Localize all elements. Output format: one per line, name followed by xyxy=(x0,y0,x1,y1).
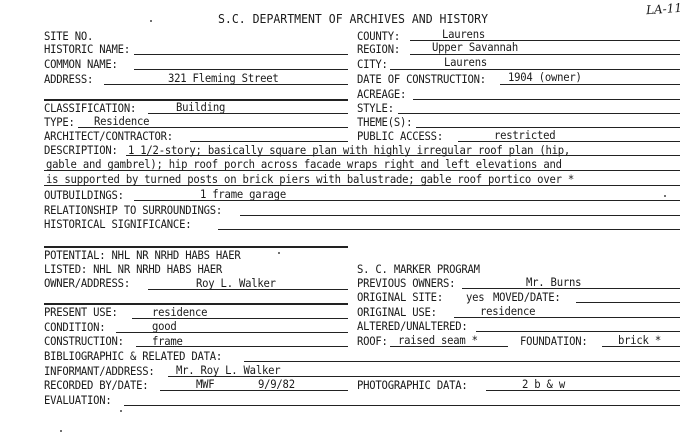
label-description: DESCRIPTION: xyxy=(44,143,118,157)
original-site-value: yes xyxy=(466,290,485,304)
label-informant: INFORMANT/ADDRESS: xyxy=(44,364,155,378)
label-county: COUNTY: xyxy=(357,29,400,43)
label-previous-owners: PREVIOUS OWNERS: xyxy=(357,276,456,290)
scan-speck xyxy=(278,252,280,254)
construction-line xyxy=(136,346,348,347)
classification-line xyxy=(148,113,348,114)
public-access-value: restricted xyxy=(494,128,556,142)
architect-line xyxy=(190,141,348,142)
label-photographic: PHOTOGRAPHIC DATA: xyxy=(357,378,468,392)
label-moved-date: MOVED/DATE: xyxy=(493,290,561,304)
recorded-by-value: MWF xyxy=(196,377,215,391)
label-historic-name: HISTORIC NAME: xyxy=(44,42,130,56)
outbuildings-line xyxy=(134,200,680,201)
roof-value: raised seam * xyxy=(398,333,478,347)
original-use-line xyxy=(454,317,680,318)
description-rule-2 xyxy=(44,170,680,171)
public-access-line xyxy=(458,141,680,142)
label-common-name: COMMON NAME: xyxy=(44,57,118,71)
construction-value: frame xyxy=(152,334,183,348)
label-relationship: RELATIONSHIP TO SURROUNDINGS: xyxy=(44,203,223,217)
address-value: 321 Fleming Street xyxy=(168,71,279,85)
outbuildings-value: 1 frame garage xyxy=(200,187,286,201)
label-address: ADDRESS: xyxy=(44,72,94,86)
label-evaluation: EVALUATION: xyxy=(44,393,112,407)
informant-value: Mr. Roy L. Walker xyxy=(176,363,281,377)
photographic-value: 2 b & w xyxy=(522,377,565,391)
label-marker: S. C. MARKER PROGRAM xyxy=(357,262,480,276)
bibliographic-line xyxy=(244,361,680,362)
description-line-1: 1 1/2-story; basically square plan with highly irregular roof plan (hip, xyxy=(128,143,571,157)
scan-speck xyxy=(120,410,122,412)
form-title: S.C. DEPARTMENT OF ARCHIVES AND HISTORY xyxy=(218,11,489,26)
label-present-use: PRESENT USE: xyxy=(44,305,118,319)
condition-line xyxy=(116,332,348,333)
label-bibliographic: BIBLIOGRAPHIC & RELATED DATA: xyxy=(44,349,223,363)
label-original-use: ORIGINAL USE: xyxy=(357,305,437,319)
description-line-3: is supported by turned posts on brick piers with balustrade; gable roof portico over * xyxy=(46,172,575,186)
label-date-construction: DATE OF CONSTRUCTION: xyxy=(357,72,486,86)
recorded-by-line xyxy=(160,390,348,391)
label-themes: THEME(S): xyxy=(357,115,413,129)
description-rule-3 xyxy=(44,185,680,186)
scan-speck xyxy=(664,195,666,197)
label-construction: CONSTRUCTION: xyxy=(44,334,124,348)
address-line xyxy=(104,84,348,85)
description-line-2: gable and gambrel); hip roof porch across facade wraps right and left elevations and xyxy=(46,157,562,171)
label-potential: POTENTIAL: NHL NR NRHD HABS HAER xyxy=(44,248,241,262)
condition-value: good xyxy=(152,319,177,333)
style-line xyxy=(398,113,680,114)
date-construction-line xyxy=(500,84,680,85)
type-line xyxy=(78,127,348,128)
label-outbuildings: OUTBUILDINGS: xyxy=(44,188,124,202)
significance-line xyxy=(218,229,680,230)
recorded-date-value: 9/9/82 xyxy=(258,377,295,391)
label-acreage: ACREAGE: xyxy=(357,87,407,101)
label-owner-address: OWNER/ADDRESS: xyxy=(44,276,130,290)
label-foundation: FOUNDATION: xyxy=(520,334,588,348)
label-type: TYPE: xyxy=(44,115,75,129)
owner-value: Roy L. Walker xyxy=(196,276,276,290)
foundation-value: brick * xyxy=(618,333,661,347)
label-public-access: PUBLIC ACCESS: xyxy=(357,129,443,143)
description-rule-1 xyxy=(126,155,680,156)
previous-owners-value: Mr. Burns xyxy=(526,275,582,289)
classification-value: Building xyxy=(176,100,226,114)
acreage-line xyxy=(413,99,680,100)
historic-name-line xyxy=(134,54,348,55)
corner-note: LA-11 xyxy=(645,0,683,18)
label-architect: ARCHITECT/CONTRACTOR: xyxy=(44,129,173,143)
county-value: Laurens xyxy=(442,27,485,41)
scan-speck xyxy=(150,20,152,22)
date-construction-value: 1904 (owner) xyxy=(508,70,582,84)
label-style: STYLE: xyxy=(357,101,394,115)
label-region: REGION: xyxy=(357,42,400,56)
owner-line xyxy=(148,289,348,290)
common-name-line xyxy=(134,69,348,70)
label-altered: ALTERED/UNALTERED: xyxy=(357,319,468,333)
original-use-value: residence xyxy=(480,304,536,318)
evaluation-line xyxy=(124,405,680,406)
label-site-no: SITE NO. xyxy=(44,29,94,43)
roof-line xyxy=(390,346,508,347)
relationship-line xyxy=(240,215,680,216)
type-value: Residence xyxy=(94,114,150,128)
foundation-line xyxy=(602,346,680,347)
previous-owners-line xyxy=(462,288,680,289)
region-value: Upper Savannah xyxy=(432,40,518,54)
label-listed: LISTED: NHL NR NRHD HABS HAER xyxy=(44,262,223,276)
label-roof: ROOF: xyxy=(357,334,388,348)
moved-date-line xyxy=(576,302,680,303)
label-significance: HISTORICAL SIGNIFICANCE: xyxy=(44,217,192,231)
label-recorded-by: RECORDED BY/DATE: xyxy=(44,378,149,392)
photographic-line xyxy=(486,390,680,391)
city-value: Laurens xyxy=(444,55,487,69)
altered-line xyxy=(476,331,680,332)
label-original-site: ORIGINAL SITE: xyxy=(357,290,443,304)
present-use-value: residence xyxy=(152,305,208,319)
informant-line xyxy=(168,376,680,377)
label-condition: CONDITION: xyxy=(44,320,106,334)
label-city: CITY: xyxy=(357,57,388,71)
label-classification: CLASSIFICATION: xyxy=(44,101,137,115)
scan-speck xyxy=(60,430,62,432)
